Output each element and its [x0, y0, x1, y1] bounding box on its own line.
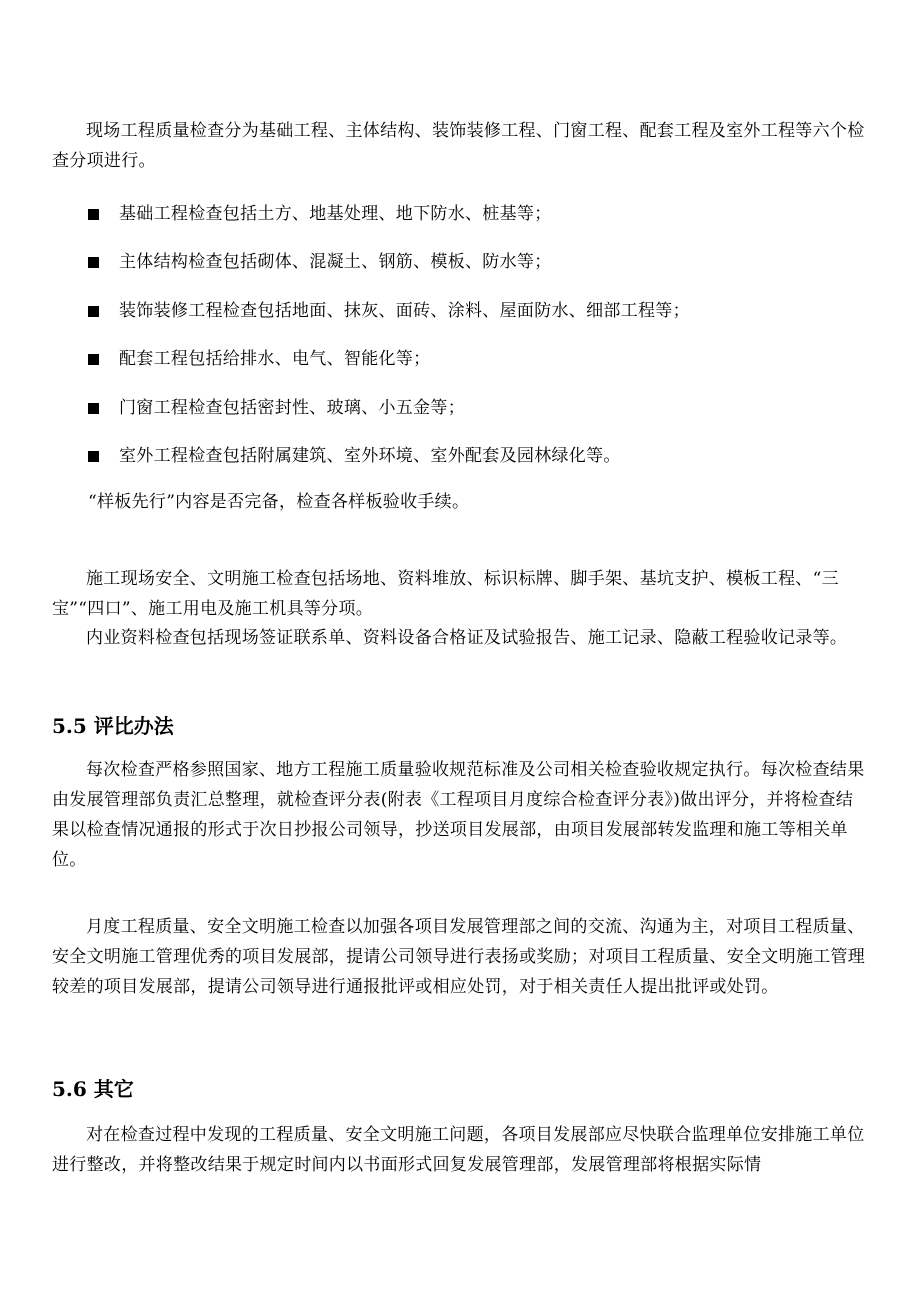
section-5-6-paragraph-1: 对在检查过程中发现的工程质量、安全文明施工问题，各项目发展部应尽快联合监理单位安排施工单位进行整改，并将整改结果于规定时间内以书面形式回复发展管理部，发展管理部将根据实际情 — [52, 1125, 865, 1175]
section-5-5-paragraph-1: 每次检查严格参照国家、地方工程施工质量验收规范标准及公司相关检查验收规定执行。每次检查结果由发展管理部负责汇总整理，就检查评分表(附表《工程项目月度综合检查评分表》)做出评分，并将检查结果以检查情况通报的形式于次日抄报公司领导，抄送项目发展部，由项目发展部转发监理和施工等相关单位。 — [52, 760, 865, 870]
square-bullet-icon — [88, 354, 99, 365]
section-5-5-paragraph-2: 月度工程质量、安全文明施工检查以加强各项目发展管理部之间的交流、沟通为主，对项目工程质量、安全文明施工管理优秀的项目发展部，提请公司领导进行表扬或奖励；对项目工程质量、安全文明施工管理较差的项目发展部，提请公司领导进行通报批评或相应处罚，对于相关责任人提出批评或处罚。 — [52, 917, 866, 997]
list-item — [88, 199, 868, 229]
list-item — [88, 247, 868, 277]
list-item-text: 装饰装修工程检查包括地面、抹灰、面砖、涂料、屋面防水、细部工程等； — [119, 301, 690, 321]
section-heading-5-5: 5.5 评比办法 — [52, 714, 174, 738]
square-bullet-icon — [88, 257, 99, 268]
square-bullet-icon — [88, 451, 99, 462]
list-item-text: 配套工程包括给排水、电气、智能化等； — [119, 349, 431, 369]
list-item — [88, 296, 868, 326]
safety-paragraph: 施工现场安全、文明施工检查包括场地、资料堆放、标识标牌、脚手架、基坑支护、模板工程、“三宝”“四口”、施工用电及施工机具等分项。 — [52, 569, 839, 619]
section-heading-5-6: 5.6 其它 — [52, 1077, 134, 1101]
list-item-text: 主体结构检查包括砌体、混凝土、钢筋、模板、防水等； — [119, 252, 552, 272]
list-item — [88, 393, 868, 423]
sample-paragraph: “样板先行”内容是否完备，检查各样板验收手续。 — [88, 492, 470, 512]
list-item — [88, 441, 868, 471]
square-bullet-icon — [88, 306, 99, 317]
list-item — [88, 344, 868, 374]
square-bullet-icon — [88, 403, 99, 414]
records-paragraph: 内业资料检查包括现场签证联系单、资料设备合格证及试验报告、施工记录、隐蔽工程验收记录等。 — [86, 628, 848, 648]
square-bullet-icon — [88, 209, 99, 220]
list-item-text: 基础工程检查包括土方、地基处理、地下防水、桩基等； — [119, 204, 552, 224]
intro-paragraph: 现场工程质量检查分为基础工程、主体结构、装饰装修工程、门窗工程、配套工程及室外工程等六个检查分项进行。 — [52, 121, 865, 171]
list-item-text: 室外工程检查包括附属建筑、室外环境、室外配套及园林绿化等。 — [119, 446, 621, 466]
list-item-text: 门窗工程检查包括密封性、玻璃、小五金等； — [119, 398, 465, 418]
